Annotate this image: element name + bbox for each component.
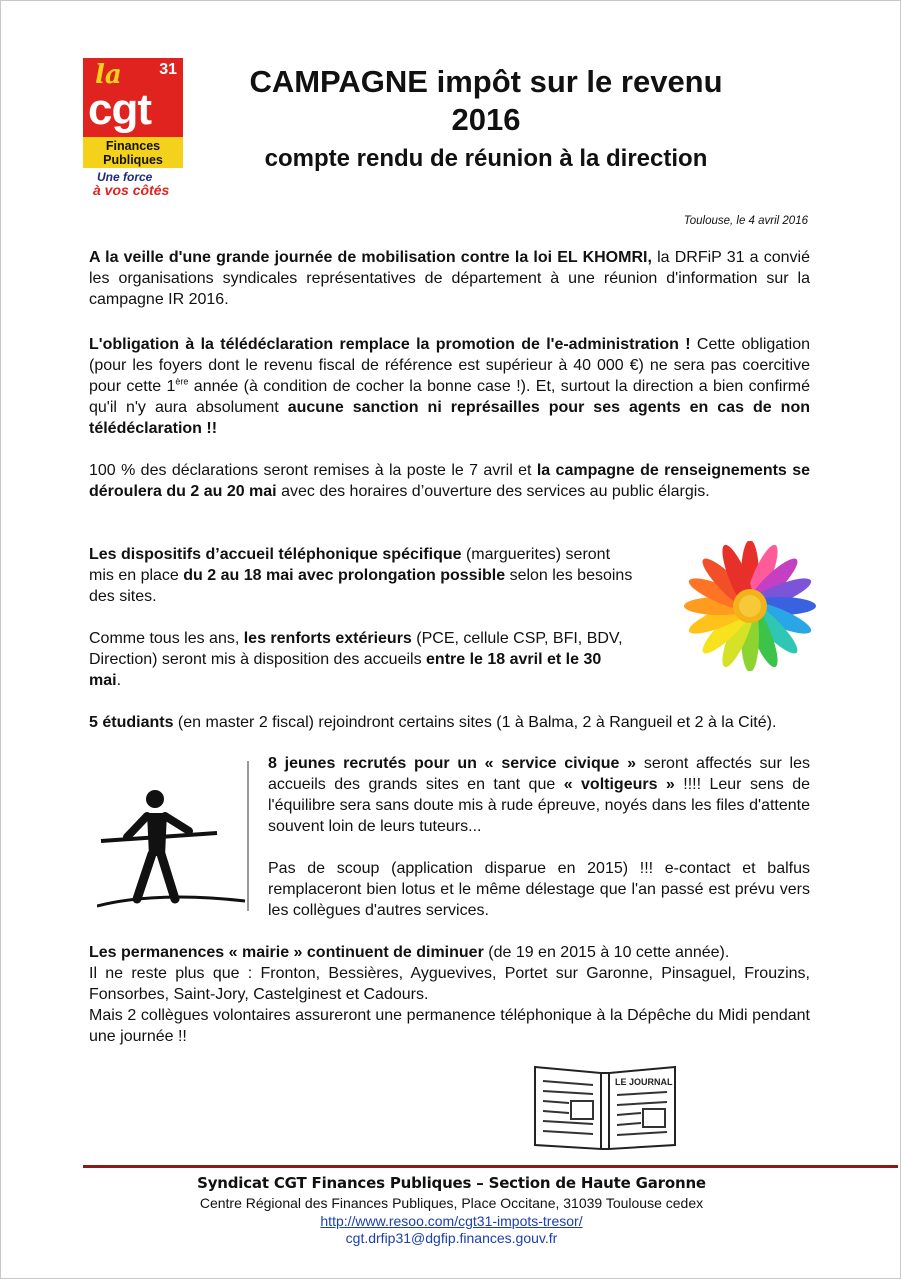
- civique-text2: !!!! Leur sens de l'équilibre sera sans doute mis à rude épreuve, noyés dans les files d'attente souvent loin de leurs tuteurs...: [268, 776, 810, 835]
- scoup-text: Pas de scoup (application disparue en 2015) !!! e-contact et balfus remplaceront bien lotus et le même délestage que l'an passé est prévu vers les collègues d'autres services.: [268, 860, 810, 919]
- intro-text: la DRFiP 31 a convié les organisations syndicales représentatives de département à une réunion d'information sur la campagne IR 2016.: [89, 249, 811, 308]
- footer-website-link[interactable]: http://www.resoo.com/cgt31-impots-tresor/: [320, 1213, 583, 1229]
- tele-bold: L'obligation à la télédéclaration remplace la promotion de l'e-administration !: [89, 336, 691, 353]
- tele-sup: ère: [175, 376, 189, 387]
- paragraph-etudiants: [89, 712, 810, 733]
- communes-text: Il ne reste plus que : Fronton, Bessières, Ayguevives, Portet sur Garonne, Pinsaguel, Frouzins, Fonsorbes, Saint-Jory, Castelginest et Cadours.: [89, 965, 810, 1003]
- intro-bold: A la veille d'une grande journée de mobilisation contre la loi EL KHOMRI,: [89, 249, 652, 266]
- logo-band-line2: Publiques: [103, 153, 163, 167]
- civique-bold1: 8 jeunes recrutés pour un « service civique »: [268, 755, 637, 772]
- logo-number: 31: [159, 61, 177, 78]
- tele-bold2: aucune sanction ni représailles pour ses agents en cas de non télédéclaration !!: [89, 399, 811, 437]
- etudiants-bold: 5 étudiants: [89, 714, 174, 731]
- title-line2: 2016: [451, 102, 521, 137]
- paragraph-intro: [89, 247, 810, 310]
- paragraph-teledeclaration: [89, 334, 810, 439]
- newspaper-image: [531, 1061, 679, 1153]
- paragraph-permanences: [89, 942, 810, 1047]
- logo-cgt-text: cgt: [88, 85, 151, 134]
- permanences-text: (de 19 en 2015 à 10 cette année).: [483, 944, 730, 961]
- paragraph-campagne: [89, 460, 810, 502]
- dispositifs-text1: (marguerites) seront mis en place: [89, 546, 611, 584]
- logo-band: [83, 137, 183, 168]
- footer-address: Centre Régional des Finances Publiques, Place Occitane, 31039 Toulouse cedex: [199, 1195, 704, 1211]
- logo-la-text: la: [95, 60, 122, 90]
- civique-text1: seront affectés sur les accueils des grands sites en tant que: [268, 755, 810, 793]
- paragraph-scoup: [268, 858, 810, 921]
- cgt-logo: [83, 58, 183, 203]
- flower-image: [683, 541, 818, 671]
- dispositifs-bold2: du 2 au 18 mai avec prolongation possible: [183, 567, 506, 584]
- dispositifs-bold1: Les dispositifs d’accueil téléphonique spécifique: [89, 546, 462, 563]
- renforts-text1: Comme tous les ans,: [89, 630, 244, 647]
- tele-text2: année (à condition de cocher la bonne case !). Et, surtout la direction a bien confirmé qu'il n'y aura absolument: [89, 378, 811, 416]
- depeche-text: Mais 2 collègues volontaires assureront une permanence téléphonique à la Dépêche du Midi pendant une journée !!: [89, 1007, 810, 1045]
- footer-rule: [83, 1165, 898, 1168]
- title-line1: CAMPAGNE impôt sur le revenu: [249, 64, 723, 99]
- journal-label: LE JOURNAL: [615, 1077, 673, 1087]
- tele-text1: Cette obligation (pour les foyers dont le revenu fiscal de référence est supérieur à 40 000 €) ne sera pas coercitive pour cette 1: [89, 336, 810, 395]
- tightrope-walker-image: [97, 761, 249, 911]
- campagne-text1: 100 % des déclarations seront remises à la poste le 7 avril et: [89, 462, 537, 479]
- renforts-bold2: entre le 18 avril et le 30 mai: [89, 651, 602, 689]
- permanences-bold: Les permanences « mairie » continuent de diminuer: [89, 944, 484, 961]
- civique-bold2: « voltigeurs »: [563, 776, 675, 793]
- subtitle: compte rendu de réunion à la direction: [264, 145, 708, 172]
- dispositifs-text2: selon les besoins des sites.: [89, 567, 633, 605]
- etudiants-text: (en master 2 fiscal) rejoindront certains sites (1 à Balma, 2 à Rangueil et 2 à la Cité).: [173, 714, 777, 731]
- paragraph-dispositifs: [89, 544, 635, 607]
- campagne-text2: avec des horaires d’ouverture des services au public élargis.: [276, 483, 710, 500]
- renforts-text3: .: [116, 672, 122, 689]
- paragraph-service-civique: [268, 753, 810, 837]
- logo-slogan-line2: à vos côtés: [93, 182, 170, 198]
- paragraph-renforts: [89, 628, 635, 691]
- date-line: Toulouse, le 4 avril 2016: [683, 215, 808, 227]
- campagne-bold: la campagne de renseignements se déroulera du 2 au 20 mai: [89, 462, 810, 500]
- logo-slogan-line1: Une force: [97, 170, 153, 184]
- footer-email-link[interactable]: cgt.drfip31@dgfip.finances.gouv.fr: [345, 1230, 558, 1246]
- renforts-text2: (PCE, cellule CSP, BFI, BDV, Direction) seront mis à disposition des accueils: [89, 630, 623, 668]
- logo-band-line1: Finances: [105, 139, 161, 153]
- footer-organization: Syndicat CGT Finances Publiques – Section de Haute Garonne: [197, 1174, 706, 1192]
- renforts-bold1: les renforts extérieurs: [243, 630, 412, 647]
- logo-red-box: [83, 58, 183, 168]
